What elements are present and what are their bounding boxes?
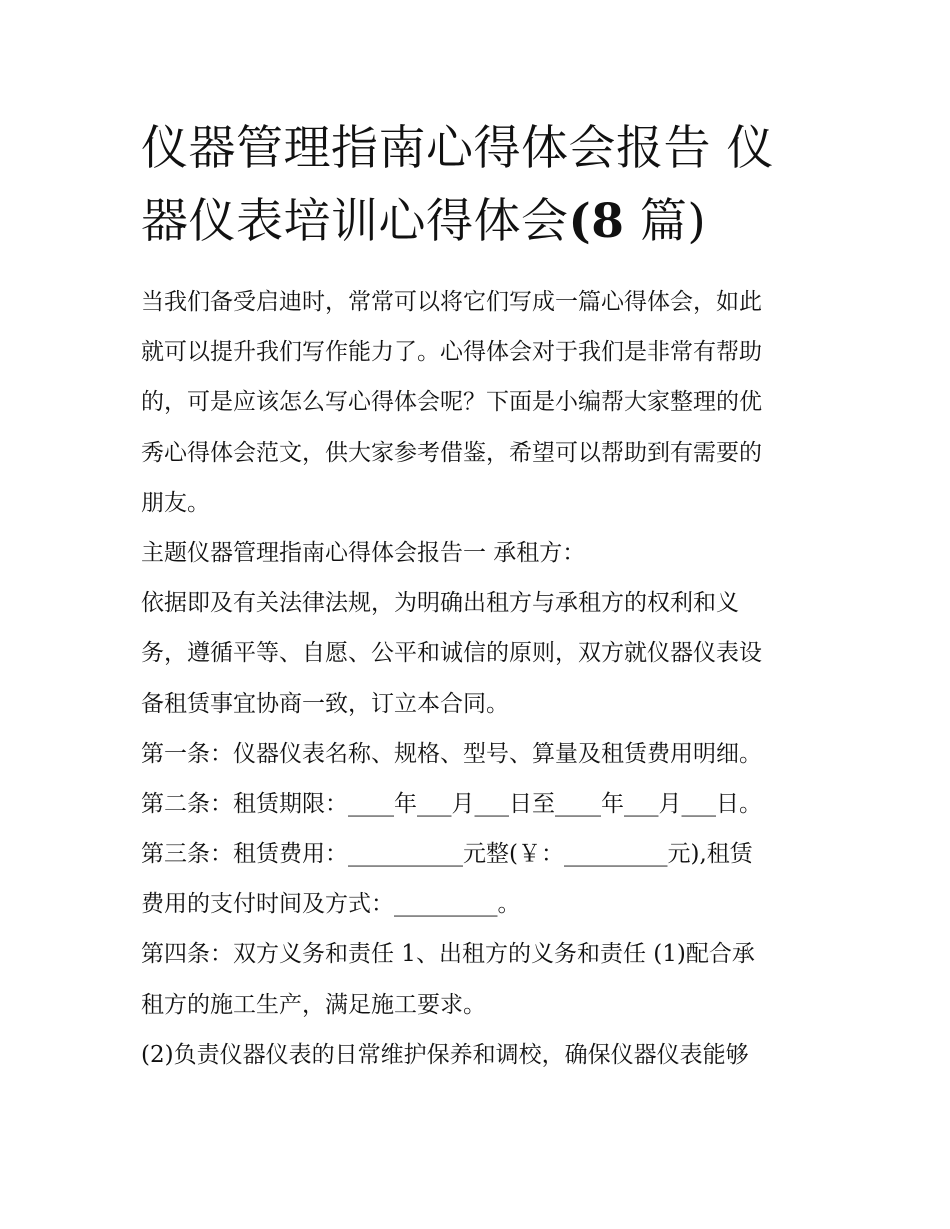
document-body: [141, 277, 816, 1080]
text-line: 秀心得体会范文，供大家参考借鉴，希望可以帮助到有需要的: [141, 439, 762, 466]
text-line: 的，可是应该怎么写心得体会呢？下面是小编帮大家整理的优: [141, 389, 762, 416]
text-line: 就可以提升我们写作能力了。心得体会对于我们是非常有帮助: [141, 339, 762, 366]
title-line: 仪器管理指南心得体会报告 仪: [141, 121, 774, 176]
text-line: 依据即及有关法律法规，为明确出租方与承租方的权利和义: [141, 590, 739, 617]
text-line: 第三条：租赁费用：__________元整(￥：_________元),租赁: [141, 841, 753, 868]
text-line: 主题仪器管理指南心得体会报告一 承租方：: [141, 539, 586, 566]
text-line: 当我们备受启迪时，常常可以将它们写成一篇心得体会，如此: [141, 289, 762, 315]
text-line: 务，遵循平等、自愿、公平和诚信的原则，双方就仪器仪表设: [141, 640, 762, 667]
paragraph-preamble: [141, 578, 816, 729]
paragraph-article-3: [141, 829, 816, 929]
paragraph-clause-2: [141, 1030, 816, 1080]
text-line: 第一条：仪器仪表名称、规格、型号、算量及租赁费用明细。: [141, 740, 762, 767]
text-line: 费用的支付时间及方式：_________。: [141, 891, 521, 918]
text-line: 备租赁事宜协商一致，订立本合同。: [141, 690, 509, 717]
text-line: 第四条：双方义务和责任 1、出租方的义务和责任 (1)配合承: [141, 941, 755, 968]
text-line: 朋友。: [141, 489, 210, 516]
title-line-text: 器仪表培训心得体会(8 篇): [141, 194, 707, 249]
document-title: [141, 112, 821, 258]
paragraph-article-2: [141, 779, 816, 829]
paragraph-intro: [141, 277, 816, 528]
text-line: (2)负责仪器仪表的日常维护保养和调校，确保仪器仪表能够: [141, 1041, 749, 1068]
paragraph-subheading: [141, 528, 816, 578]
text-line: 第二条：租赁期限：____年___月___日至____年___月___日。: [141, 790, 762, 817]
title-line: [141, 185, 821, 258]
paragraph-article-4: [141, 929, 816, 1029]
paragraph-article-1: [141, 729, 816, 779]
text-line: 租方的施工生产，满足施工要求。: [141, 991, 486, 1018]
